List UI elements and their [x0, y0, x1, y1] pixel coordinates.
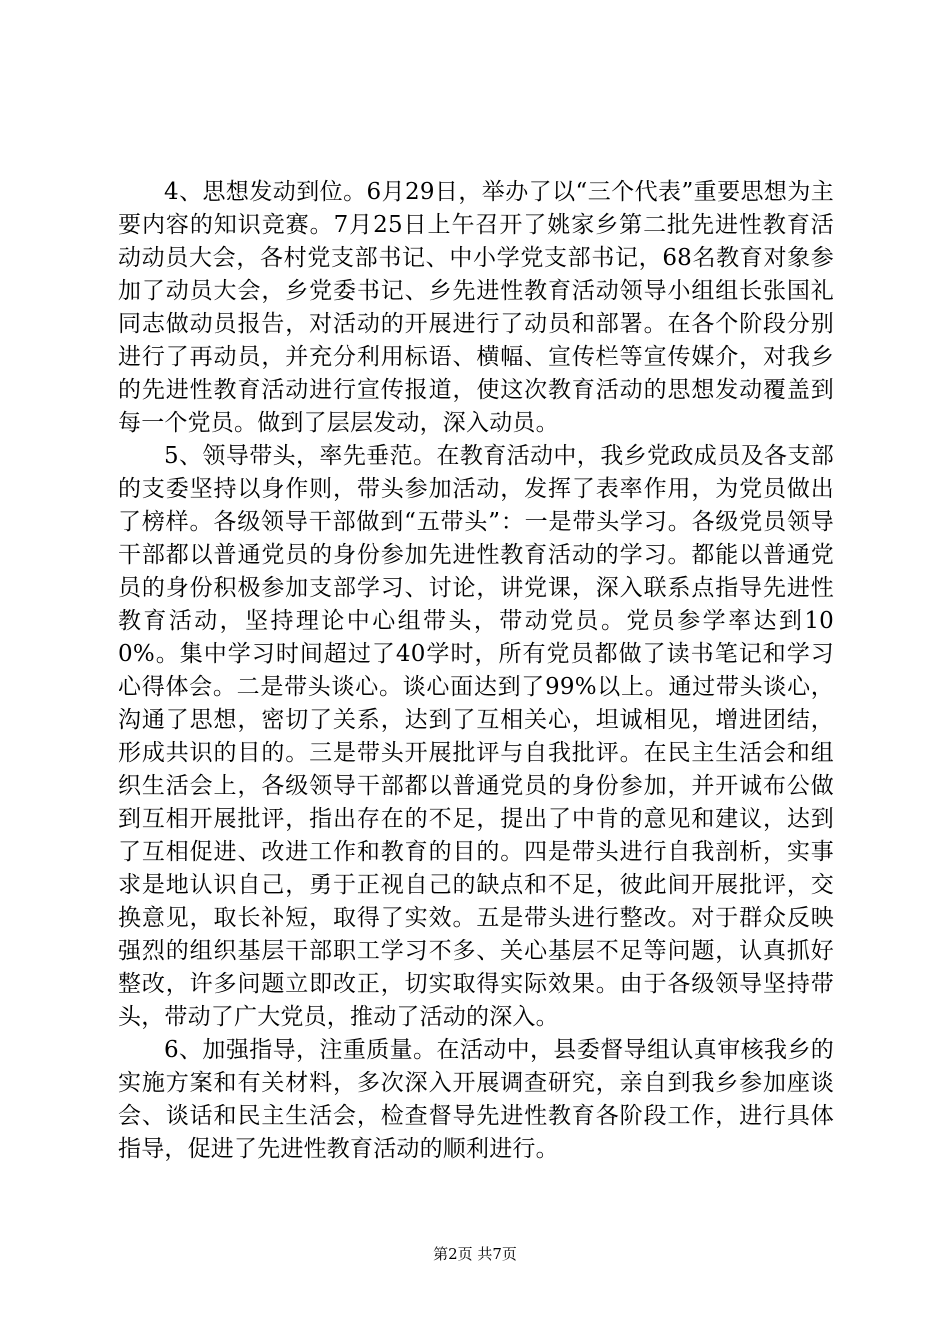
paragraph-item-6: 6、加强指导，注重质量。在活动中，县委督导组认真审核我乡的实施方案和有关材料，多次深入开展调查研究，亲自到我乡参加座谈会、谈话和民主生活会，检查督导先进性教育各阶段工作，进行具体指导，促进了先进性教育活动的顺利进行。 — [118, 1037, 834, 1162]
page-footer: 第2页 共7页 — [433, 1245, 517, 1263]
paragraph-item-5: 5、领导带头，率先垂范。在教育活动中，我乡党政成员及各支部的支委坚持以身作则，带头参加活动，发挥了表率作用，为党员做出了榜样。各级领导干部做到“五带头”：一是带头学习。各级党员领导干部都以普通党员的身份参加先进性教育活动的学习。都能以普通党员的身份积极参加支部学习、讨论，讲党课，深入联系点指导先进性教育活动，坚持理论中心组带头，带动党员。党员参学率达到100%。集中学习时间超过了40学时，所有党员都做了读书笔记和学习心得体会。二是带头谈心。谈心面达到了99%以上。通过带头谈心，沟通了思想，密切了关系，达到了互相关心，坦诚相见，增进团结，形成共识的目的。三是带头开展批评与自我批评。在民主生活会和组织生活会上，各级领导干部都以普通党员的身份参加，并开诚布公做到互相开展批评，指出存在的不足，提出了中肯的意见和建议，达到了互相促进、改进工作和教育的目的。四是带头进行自我剖析，实事求是地认识自己，勇于正视自己的缺点和不足，彼此间开展批评，交换意见，取长补短，取得了实效。五是带头进行整改。对于群众反映强烈的组织基层干部职工学习不多、关心基层不足等问题，认真抓好整改，许多问题立即改正，切实取得实际效果。由于各级领导坚持带头，带动了广大党员，推动了活动的深入。 — [118, 443, 834, 1030]
document-body — [118, 176, 834, 1166]
paragraph-item-4: 4、思想发动到位。6月29日，举办了以“三个代表”重要思想为主要内容的知识竞赛。7月25日上午召开了姚家乡第二批先进性教育活动动员大会，各村党支部书记、中小学党支部书记，68名教育对象参加了动员大会，乡党委书记、乡先进性教育活动领导小组组长张国礼同志做动员报告，对活动的开展进行了动员和部署。在各个阶段分别进行了再动员，并充分利用标语、横幅、宣传栏等宣传媒介，对我乡的先进性教育活动进行宣传报道，使这次教育活动的思想发动覆盖到每一个党员。做到了层层发动，深入动员。 — [118, 179, 834, 436]
